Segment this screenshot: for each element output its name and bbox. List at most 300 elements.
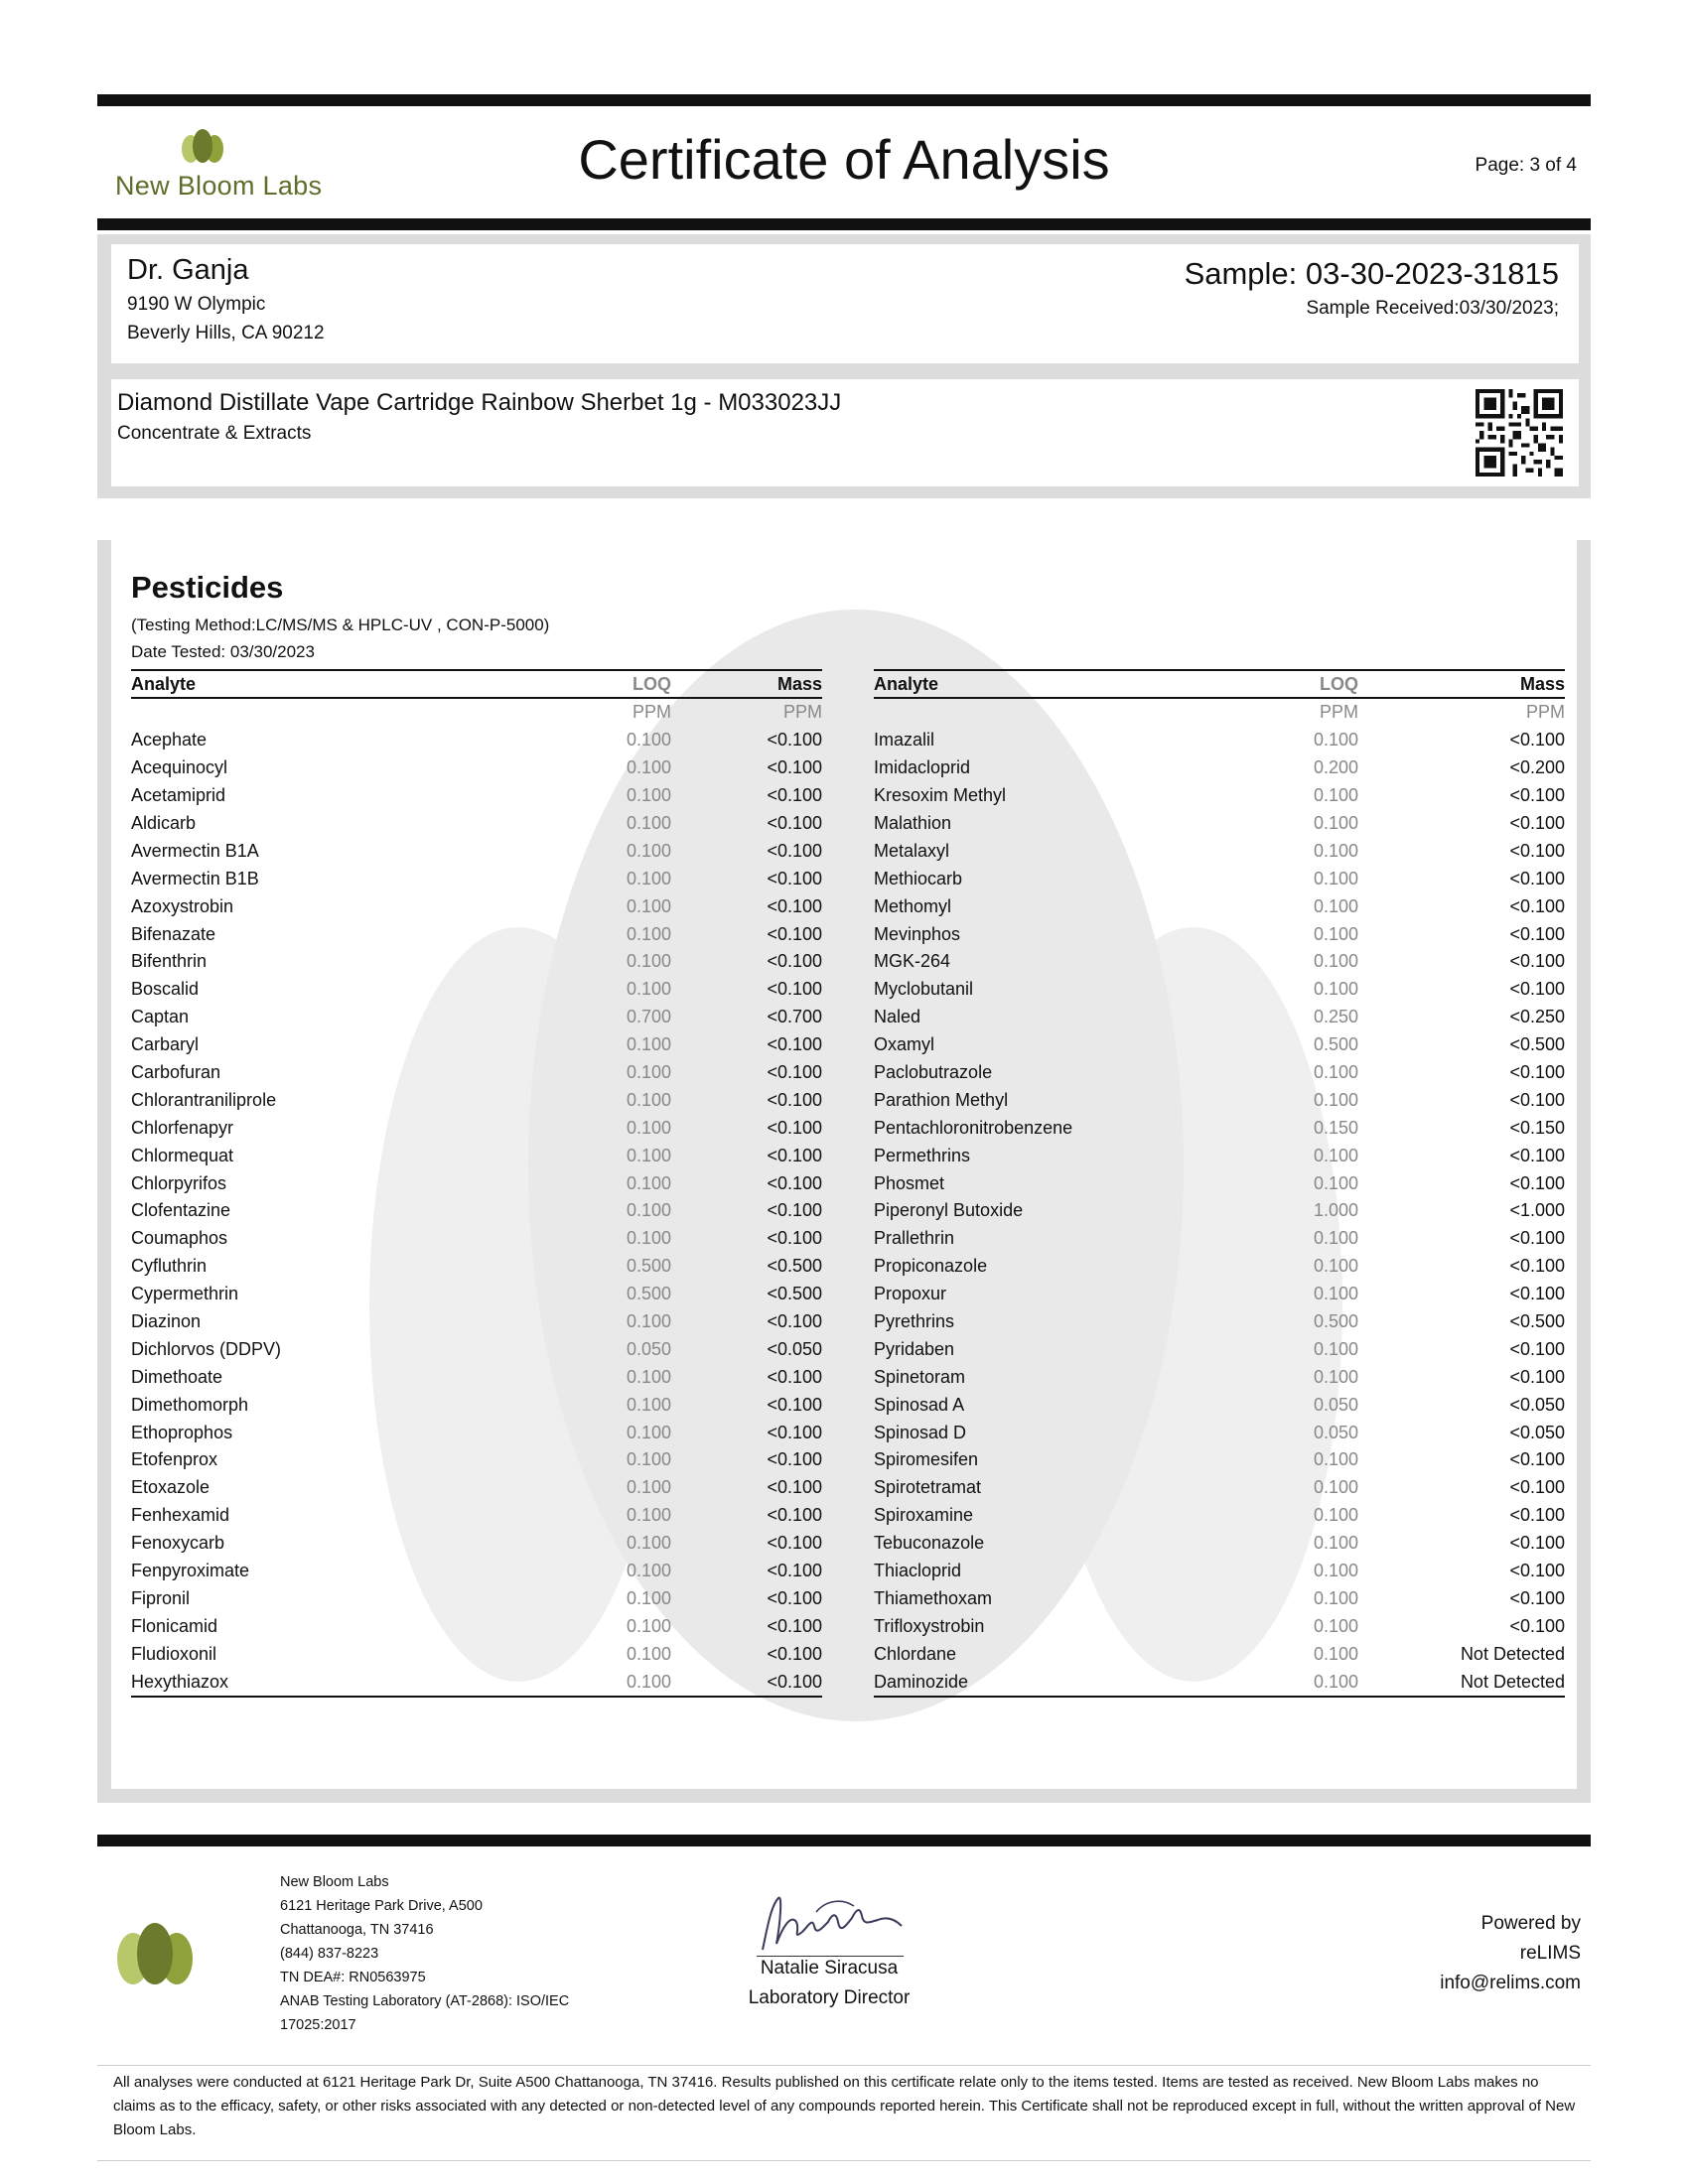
unit-row (131, 699, 822, 727)
mass-cell: <0.100 (767, 1587, 822, 1608)
loq-cell: 0.100 (626, 1366, 671, 1387)
loq-cell: 0.100 (1313, 868, 1358, 888)
table-bottom-rule (874, 1696, 1565, 1698)
loq-cell: 0.100 (626, 840, 671, 861)
analyte-cell: Thiamethoxam (874, 1587, 993, 1608)
loq-cell: 0.100 (1313, 1643, 1358, 1664)
analyte-cell: Dichlorvos (DDPV) (131, 1338, 282, 1359)
mass-cell: <0.500 (767, 1284, 822, 1304)
mass-cell: <0.100 (767, 813, 822, 833)
powered-by-vendor: reLIMS (1519, 1943, 1581, 1964)
mass-cell: <0.100 (1509, 730, 1565, 751)
sample-received: Sample Received:03/30/2023; (1306, 298, 1559, 319)
section-title: Pesticides (131, 570, 284, 605)
table-row (874, 1363, 1565, 1391)
table-row (874, 1640, 1565, 1668)
table-row (131, 1419, 822, 1446)
table-row (874, 1142, 1565, 1169)
loq-cell: 0.100 (626, 1062, 671, 1083)
loq-cell: 0.100 (626, 1117, 671, 1138)
loq-cell: 0.100 (626, 1671, 671, 1692)
analyte-cell: Dimethoate (131, 1366, 223, 1387)
header-analyte: Analyte (874, 673, 939, 694)
mass-cell: <0.100 (1509, 1615, 1565, 1636)
analyte-cell: Chlordane (874, 1643, 957, 1664)
table-row (874, 1004, 1565, 1031)
mass-cell: <0.100 (767, 1394, 822, 1415)
mass-cell: <0.100 (767, 1228, 822, 1249)
mass-cell: <0.100 (1509, 1366, 1565, 1387)
analyte-cell: Phosmet (874, 1172, 945, 1193)
analyte-cell: Tebuconazole (874, 1533, 985, 1554)
top-rule (97, 94, 1591, 106)
analyte-cell: Prallethrin (874, 1228, 955, 1249)
mass-cell: <0.200 (1509, 757, 1565, 778)
loq-cell: 0.100 (626, 1228, 671, 1249)
loq-cell: 0.100 (1313, 923, 1358, 944)
table-row (131, 976, 822, 1004)
table-row (874, 1059, 1565, 1087)
analyte-cell: Hexythiazox (131, 1671, 229, 1692)
analyte-cell: Chlorfenapyr (131, 1117, 234, 1138)
disclaimer-bottom-rule (97, 2160, 1591, 2161)
analyte-cell: Carbofuran (131, 1062, 221, 1083)
analyte-cell: Kresoxim Methyl (874, 785, 1007, 806)
loq-cell: 0.100 (626, 1089, 671, 1110)
table-row (874, 1446, 1565, 1474)
table-row (131, 1253, 822, 1281)
page-number: Page: 3 of 4 (1475, 155, 1577, 176)
mass-cell: <0.100 (1509, 1089, 1565, 1110)
analyte-cell: Propiconazole (874, 1256, 988, 1277)
table-row (131, 1335, 822, 1363)
analyte-cell: Spiroxamine (874, 1505, 974, 1526)
powered-by-email[interactable]: info@relims.com (1440, 1973, 1581, 1993)
mass-cell: <0.100 (767, 1172, 822, 1193)
mass-cell: <0.100 (1509, 1172, 1565, 1193)
table-row (874, 782, 1565, 810)
mass-cell: <0.100 (767, 840, 822, 861)
mass-cell: <0.100 (1509, 1587, 1565, 1608)
table-row (874, 1197, 1565, 1225)
analyte-cell: Diazinon (131, 1311, 202, 1332)
analyte-cell: Captan (131, 1007, 190, 1027)
mass-cell: <0.100 (1509, 1256, 1565, 1277)
analyte-cell: Methiocarb (874, 868, 963, 888)
loq-cell: 1.000 (1313, 1200, 1358, 1221)
table-row (131, 1391, 822, 1419)
analyte-cell: Aldicarb (131, 813, 197, 833)
loq-cell: 0.100 (1313, 813, 1358, 833)
analyte-cell: Coumaphos (131, 1228, 228, 1249)
loq-cell: 0.100 (626, 1449, 671, 1470)
mass-cell: <0.100 (1509, 1228, 1565, 1249)
mass-cell: Not Detected (1460, 1643, 1565, 1664)
analyte-cell: Spirotetramat (874, 1477, 982, 1498)
analyte-cell: Spinosad A (874, 1394, 965, 1415)
lab-accreditation: ANAB Testing Laboratory (AT-2868): ISO/IEC (280, 1993, 570, 2009)
loq-cell: 0.100 (626, 895, 671, 916)
loq-cell: 0.100 (626, 1615, 671, 1636)
analyte-cell: Cyfluthrin (131, 1256, 208, 1277)
mass-cell: <0.100 (1509, 895, 1565, 916)
analyte-cell: Permethrins (874, 1145, 971, 1165)
analyte-cell: Avermectin B1A (131, 840, 259, 861)
table-row (131, 1502, 822, 1530)
mass-cell: <0.100 (1509, 813, 1565, 833)
loq-cell: 0.050 (1313, 1394, 1358, 1415)
mass-cell: <0.100 (1509, 1477, 1565, 1498)
analyte-cell: Methomyl (874, 895, 952, 916)
analyte-cell: Daminozide (874, 1671, 969, 1692)
mass-cell: <0.100 (1509, 1145, 1565, 1165)
powered-by (1440, 1909, 1581, 1998)
mass-cell: <0.100 (767, 1145, 822, 1165)
results-panel (97, 540, 1591, 1803)
mass-cell: <0.100 (1509, 1533, 1565, 1554)
mass-cell: <0.100 (1509, 1449, 1565, 1470)
table-row (874, 1530, 1565, 1558)
analyte-cell: Fenpyroximate (131, 1561, 250, 1581)
analyte-cell: Pyrethrins (874, 1311, 955, 1332)
table-row (131, 1059, 822, 1087)
loq-cell: 0.100 (626, 730, 671, 751)
mass-cell: <1.000 (1509, 1200, 1565, 1221)
table-row (131, 1640, 822, 1668)
loq-cell: 0.100 (626, 1561, 671, 1581)
analyte-cell: Propoxur (874, 1284, 947, 1304)
mass-cell: <0.100 (1509, 868, 1565, 888)
loq-cell: 0.100 (1313, 1587, 1358, 1608)
loq-cell: 0.100 (626, 757, 671, 778)
mass-cell: <0.100 (767, 1311, 822, 1332)
analyte-cell: Dimethomorph (131, 1394, 249, 1415)
table-row (131, 948, 822, 976)
mass-cell: <0.100 (767, 1477, 822, 1498)
client-address-line1: 9190 W Olympic (127, 294, 266, 315)
mass-cell: <0.100 (767, 1422, 822, 1442)
mass-cell: <0.100 (767, 1505, 822, 1526)
table-row (874, 1419, 1565, 1446)
table-row (131, 754, 822, 782)
analyte-cell: Fludioxonil (131, 1643, 217, 1664)
loq-cell: 0.500 (1313, 1311, 1358, 1332)
mass-cell: <0.100 (1509, 1284, 1565, 1304)
loq-cell: 0.100 (1313, 951, 1358, 972)
loq-cell: 0.050 (626, 1338, 671, 1359)
table-row (131, 782, 822, 810)
loq-cell: 0.100 (626, 1034, 671, 1055)
powered-by-label: Powered by (1480, 1913, 1581, 1934)
table-row (874, 1225, 1565, 1253)
table-row (874, 1308, 1565, 1336)
lab-dea: TN DEA#: RN0563975 (280, 1970, 426, 1985)
analyte-cell: Etoxazole (131, 1477, 211, 1498)
table-row (131, 1197, 822, 1225)
loq-cell: 0.100 (1313, 1533, 1358, 1554)
table-header (131, 669, 822, 699)
analyte-cell: Chlorantraniliprole (131, 1089, 277, 1110)
loq-cell: 0.100 (626, 1200, 671, 1221)
mass-cell: <0.100 (767, 730, 822, 751)
analyte-cell: Spiromesifen (874, 1449, 979, 1470)
analyte-cell: Azoxystrobin (131, 895, 234, 916)
table-row (131, 727, 822, 754)
analyte-cell: Acetamiprid (131, 785, 226, 806)
table-row (874, 1086, 1565, 1114)
table-row (131, 810, 822, 838)
analyte-cell: Avermectin B1B (131, 868, 259, 888)
loq-cell: 0.100 (626, 951, 671, 972)
table-row (131, 1474, 822, 1502)
loq-cell: 0.100 (1313, 1228, 1358, 1249)
analyte-cell: Spinetoram (874, 1366, 966, 1387)
unit-mass: PPM (1525, 702, 1565, 723)
table-row (874, 1031, 1565, 1059)
table-row (131, 1142, 822, 1169)
mass-cell: <0.100 (767, 895, 822, 916)
mass-cell: <0.100 (1509, 1062, 1565, 1083)
mass-cell: <0.100 (767, 1366, 822, 1387)
table-row (131, 1668, 822, 1696)
table-row (131, 865, 822, 892)
loq-cell: 0.500 (626, 1284, 671, 1304)
analyte-cell: Carbaryl (131, 1034, 200, 1055)
mass-cell: <0.100 (767, 1117, 822, 1138)
analyte-cell: Myclobutanil (874, 979, 974, 1000)
table-row (131, 1004, 822, 1031)
lab-phone: (844) 837-8223 (280, 1946, 379, 1962)
loq-cell: 0.100 (1313, 730, 1358, 751)
header-rule (97, 218, 1591, 230)
mass-cell: <0.100 (767, 757, 822, 778)
header-mass: Mass (776, 673, 822, 694)
mass-cell: <0.050 (1509, 1394, 1565, 1415)
client-card (111, 244, 1579, 363)
analyte-cell: Naled (874, 1007, 921, 1027)
loq-cell: 0.100 (1313, 1671, 1358, 1692)
footer-rule (97, 1835, 1591, 1846)
mass-cell: <0.150 (1509, 1117, 1565, 1138)
analyte-cell: MGK-264 (874, 951, 951, 972)
table-row (131, 1225, 822, 1253)
loq-cell: 0.100 (626, 1587, 671, 1608)
loq-cell: 0.100 (626, 979, 671, 1000)
loq-cell: 0.100 (626, 1643, 671, 1664)
loq-cell: 0.100 (1313, 1505, 1358, 1526)
loq-cell: 0.100 (626, 868, 671, 888)
mass-cell: <0.100 (1509, 979, 1565, 1000)
results-card (111, 540, 1577, 1789)
lab-address: 6121 Heritage Park Drive, A500 (280, 1898, 483, 1914)
loq-cell: 0.100 (626, 813, 671, 833)
mass-cell: <0.100 (1509, 840, 1565, 861)
analyte-cell: Ethoprophos (131, 1422, 233, 1442)
analyte-cell: Spinosad D (874, 1422, 967, 1442)
loq-cell: 0.100 (626, 1311, 671, 1332)
loq-cell: 0.100 (1313, 1561, 1358, 1581)
mass-cell: <0.100 (767, 1671, 822, 1692)
analyte-cell: Bifenthrin (131, 951, 208, 972)
header-loq: LOQ (633, 673, 671, 694)
table-row (874, 892, 1565, 920)
analyte-cell: Acephate (131, 730, 208, 751)
mass-cell: <0.100 (767, 1200, 822, 1221)
table-row (874, 1668, 1565, 1696)
loq-cell: 0.100 (1313, 1366, 1358, 1387)
loq-cell: 0.150 (1313, 1117, 1358, 1138)
mass-cell: <0.100 (767, 1089, 822, 1110)
signer-name: Natalie Siracusa (760, 1958, 899, 1979)
qr-code-icon[interactable] (1476, 389, 1563, 477)
loq-cell: 0.100 (626, 1533, 671, 1554)
analyte-cell: Imazalil (874, 730, 935, 751)
analyte-cell: Flonicamid (131, 1615, 218, 1636)
table-row (874, 727, 1565, 754)
analyte-cell: Cypermethrin (131, 1284, 239, 1304)
product-category: Concentrate & Extracts (117, 423, 312, 444)
table-body (874, 727, 1565, 1696)
table-row (874, 810, 1565, 838)
logo-text: New Bloom Labs (115, 171, 323, 201)
table-row (131, 1558, 822, 1585)
loq-cell: 0.100 (1313, 1256, 1358, 1277)
loq-cell: 0.100 (1313, 1089, 1358, 1110)
analyte-cell: Chlorpyrifos (131, 1172, 227, 1193)
loq-cell: 0.050 (1313, 1422, 1358, 1442)
table-row (131, 1612, 822, 1640)
loq-cell: 0.100 (1313, 785, 1358, 806)
analyte-cell: Etofenprox (131, 1449, 218, 1470)
loq-cell: 0.100 (1313, 1172, 1358, 1193)
mass-cell: <0.500 (1509, 1311, 1565, 1332)
table-row (874, 1391, 1565, 1419)
loq-cell: 0.100 (1313, 1477, 1358, 1498)
analyte-cell: Pyridaben (874, 1338, 955, 1359)
table-row (874, 1281, 1565, 1308)
mass-cell: <0.100 (767, 868, 822, 888)
analyte-cell: Mevinphos (874, 923, 961, 944)
loq-cell: 0.100 (1313, 979, 1358, 1000)
loq-cell: 0.250 (1313, 1007, 1358, 1027)
mass-cell: <0.100 (767, 979, 822, 1000)
table-row (874, 920, 1565, 948)
loq-cell: 0.100 (1313, 1145, 1358, 1165)
loq-cell: 0.100 (626, 923, 671, 944)
table-row (131, 1308, 822, 1336)
table-row (131, 1086, 822, 1114)
mass-cell: <0.050 (1509, 1422, 1565, 1442)
table-row (131, 1446, 822, 1474)
table-row (874, 865, 1565, 892)
table-row (131, 837, 822, 865)
footer-leaf-logo-icon (113, 1921, 197, 1986)
mass-cell: <0.100 (767, 1643, 822, 1664)
mass-cell: <0.700 (767, 1007, 822, 1027)
loq-cell: 0.100 (626, 1422, 671, 1442)
loq-cell: 0.100 (1313, 1338, 1358, 1359)
disclaimer: All analyses were conducted at 6121 Heritage Park Dr, Suite A500 Chattanooga, TN 37416. Results published on this certificate relate only to the items tested. Items are tested as received. New Bloom Labs makes no claims as to the efficacy, safety, or other risks associated with any detected or non-detected level of any compounds reported herein. This Certificate shall not be reproduced except in full, without the written approval of New Bloom Labs. (113, 2074, 1576, 2138)
table-row (874, 837, 1565, 865)
table-row (874, 1169, 1565, 1197)
analyte-cell: Bifenazate (131, 923, 216, 944)
analyte-cell: Boscalid (131, 979, 200, 1000)
table-row (874, 1558, 1565, 1585)
pesticides-table-right (874, 669, 1565, 1698)
loq-cell: 0.100 (626, 1394, 671, 1415)
signature-image (757, 1892, 906, 1956)
loq-cell: 0.100 (626, 1477, 671, 1498)
unit-row (874, 699, 1565, 727)
loq-cell: 0.100 (1313, 895, 1358, 916)
mass-cell: <0.100 (1509, 785, 1565, 806)
mass-cell: <0.100 (767, 951, 822, 972)
table-row (131, 1031, 822, 1059)
loq-cell: 0.100 (1313, 1615, 1358, 1636)
header-loq: LOQ (1320, 673, 1358, 694)
table-row (874, 948, 1565, 976)
mass-cell: <0.050 (767, 1338, 822, 1359)
analyte-cell: Imidacloprid (874, 757, 971, 778)
loq-cell: 0.100 (626, 1505, 671, 1526)
mass-cell: <0.100 (767, 1449, 822, 1470)
client-address-line2: Beverly Hills, CA 90212 (127, 323, 325, 343)
mass-cell: <0.100 (1509, 1561, 1565, 1581)
table-bottom-rule (131, 1696, 822, 1698)
table-row (131, 1169, 822, 1197)
analyte-cell: Piperonyl Butoxide (874, 1200, 1024, 1221)
table-row (131, 892, 822, 920)
analyte-cell: Pentachloronitrobenzene (874, 1117, 1073, 1138)
mass-cell: <0.100 (767, 1062, 822, 1083)
lab-city: Chattanooga, TN 37416 (280, 1922, 434, 1938)
signature-line (757, 1956, 904, 1957)
lab-contact-info (280, 1870, 569, 2037)
mass-cell: <0.100 (1509, 923, 1565, 944)
client-name: Dr. Ganja (127, 254, 249, 286)
table-header (874, 669, 1565, 699)
mass-cell: <0.500 (767, 1256, 822, 1277)
mass-cell: <0.100 (1509, 951, 1565, 972)
table-row (874, 1612, 1565, 1640)
loq-cell: 0.500 (626, 1256, 671, 1277)
loq-cell: 0.100 (626, 1145, 671, 1165)
table-row (874, 1502, 1565, 1530)
mass-cell: <0.100 (767, 1034, 822, 1055)
analyte-cell: Metalaxyl (874, 840, 950, 861)
loq-cell: 0.700 (626, 1007, 671, 1027)
table-row (131, 1114, 822, 1142)
disclaimer-top-rule (97, 2065, 1591, 2066)
loq-cell: 0.100 (1313, 1284, 1358, 1304)
sample-id: Sample: 03-30-2023-31815 (1184, 256, 1559, 291)
mass-cell: <0.100 (767, 1533, 822, 1554)
mass-cell: <0.100 (767, 1561, 822, 1581)
analyte-cell: Fenoxycarb (131, 1533, 225, 1554)
pesticides-table-left (131, 669, 822, 1698)
table-row (131, 1363, 822, 1391)
analyte-cell: Oxamyl (874, 1034, 935, 1055)
header-mass: Mass (1519, 673, 1565, 694)
table-row (874, 1253, 1565, 1281)
product-name: Diamond Distillate Vape Cartridge Rainbow Sherbet 1g - M033023JJ (117, 389, 842, 416)
analyte-cell: Fipronil (131, 1587, 191, 1608)
mass-cell: <0.500 (1509, 1034, 1565, 1055)
table-row (131, 1281, 822, 1308)
table-row (131, 1585, 822, 1613)
signer-title: Laboratory Director (748, 1987, 911, 2008)
unit-mass: PPM (782, 702, 822, 723)
